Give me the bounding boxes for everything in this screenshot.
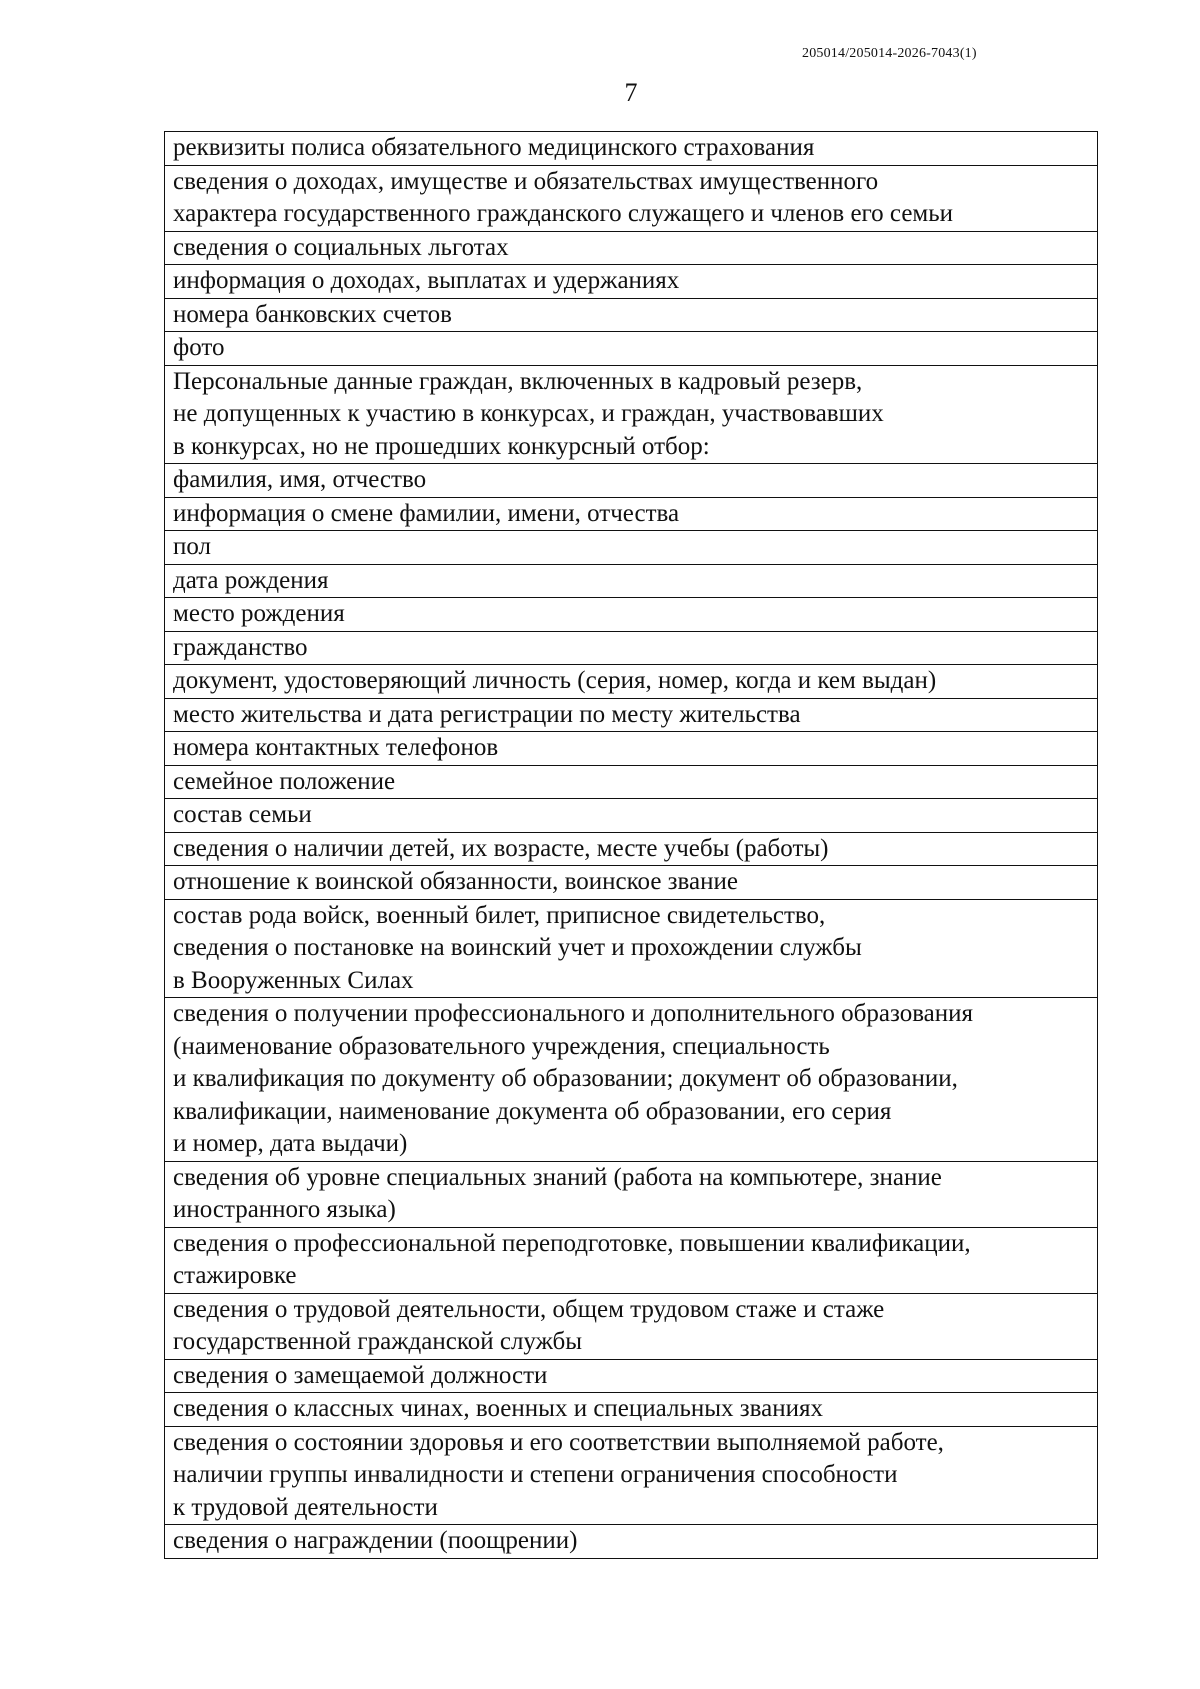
cell-line: сведения об уровне специальных знаний (работа на компьютере, знание xyxy=(173,1163,942,1191)
cell-line: характера государственного гражданского служащего и членов его семьи xyxy=(173,200,954,227)
cell-line: сведения о получении профессионального и дополнительного образования xyxy=(173,1000,974,1027)
cell-line: не допущенных к участию в конкурсах, и граждан, участвовавших xyxy=(173,400,884,427)
table-cell xyxy=(165,799,1098,833)
table-row xyxy=(165,132,1098,166)
table-cell xyxy=(165,531,1098,565)
table-cell xyxy=(165,1227,1098,1293)
table-cell xyxy=(165,564,1098,598)
cell-line: состав рода войск, военный билет, приписное свидетельство, xyxy=(173,901,826,929)
page-number: 7 xyxy=(624,78,638,107)
table-cell xyxy=(165,1293,1098,1359)
cell-line: к трудовой деятельности xyxy=(173,1493,438,1521)
table-cell xyxy=(165,732,1098,766)
table-cell xyxy=(165,866,1098,900)
table-cell xyxy=(165,1426,1098,1525)
cell-line: и квалификация по документу об образовании; документ об образовании, xyxy=(173,1065,958,1092)
table-row xyxy=(165,464,1098,498)
cell-line: (наименование образовательного учреждения, специальность xyxy=(173,1032,830,1060)
table-cell xyxy=(165,698,1098,732)
cell-line: место рождения xyxy=(173,600,345,627)
cell-line: Персональные данные граждан, включенных в кадровый резерв, xyxy=(173,367,863,395)
cell-line: фото xyxy=(173,334,225,361)
cell-line: в конкурсах, но не прошедших конкурсный отбор: xyxy=(173,432,710,460)
table-row xyxy=(165,165,1098,231)
cell-line: сведения о трудовой деятельности, общем трудовом стаже и стаже xyxy=(173,1295,885,1323)
cell-line: информация о доходах, выплатах и удержаниях xyxy=(173,267,680,294)
table-cell xyxy=(165,132,1098,166)
table-row xyxy=(165,732,1098,766)
cell-line: квалификации, наименование документа об образовании, его серия xyxy=(173,1097,892,1125)
cell-line: информация о смене фамилии, имени, отчества xyxy=(173,499,680,527)
table-row xyxy=(165,1393,1098,1427)
table-row xyxy=(165,665,1098,699)
table-cell xyxy=(165,1393,1098,1427)
table-cell xyxy=(165,765,1098,799)
table-row xyxy=(165,799,1098,833)
cell-line: отношение к воинской обязанности, воинское звание xyxy=(173,868,738,895)
table-row xyxy=(165,998,1098,1162)
cell-line: номера банковских счетов xyxy=(173,300,452,328)
cell-line: в Вооруженных Силах xyxy=(173,966,414,994)
table-row xyxy=(165,832,1098,866)
cell-line: сведения о классных чинах, военных и специальных званиях xyxy=(173,1395,823,1422)
table-cell xyxy=(165,332,1098,366)
cell-line: сведения о замещаемой должности xyxy=(173,1361,548,1389)
cell-line: пол xyxy=(173,533,212,560)
table-row xyxy=(165,765,1098,799)
cell-line: реквизиты полиса обязательного медицинского страхования xyxy=(173,134,815,161)
table-cell xyxy=(165,365,1098,464)
cell-line: сведения о постановке на воинский учет и прохождении службы xyxy=(173,934,862,961)
table-cell xyxy=(165,665,1098,699)
cell-line: сведения о доходах, имуществе и обязательствах имущественного xyxy=(173,167,879,195)
table-cell xyxy=(165,598,1098,632)
cell-line: государственной гражданской службы xyxy=(173,1328,583,1355)
table-row xyxy=(165,231,1098,265)
cell-line: место жительства и дата регистрации по месту жительства xyxy=(173,700,801,728)
table-cell xyxy=(165,1359,1098,1393)
table-row xyxy=(165,332,1098,366)
cell-line: номера контактных телефонов xyxy=(173,734,499,761)
document-id: 205014/205014-2026-7043(1) xyxy=(802,46,977,61)
cell-line: гражданство xyxy=(173,633,308,661)
table-row xyxy=(165,899,1098,998)
table-cell xyxy=(165,899,1098,998)
table-row xyxy=(165,298,1098,332)
table-cell xyxy=(165,231,1098,265)
table-cell xyxy=(165,298,1098,332)
cell-line: сведения о социальных льготах xyxy=(173,233,509,261)
table-row xyxy=(165,1227,1098,1293)
personal-data-table xyxy=(164,131,1098,1559)
table-row xyxy=(165,365,1098,464)
cell-line: иностранного языка) xyxy=(173,1196,396,1223)
table-cell xyxy=(165,464,1098,498)
table-row xyxy=(165,497,1098,531)
cell-line: сведения о состоянии здоровья и его соответствии выполняемой работе, xyxy=(173,1428,944,1456)
table-row xyxy=(165,1525,1098,1559)
cell-line: сведения о награждении (поощрении) xyxy=(173,1527,578,1554)
table-row xyxy=(165,265,1098,299)
cell-line: наличии группы инвалидности и степени ограничения способности xyxy=(173,1461,898,1488)
table-row xyxy=(165,1359,1098,1393)
table-cell xyxy=(165,832,1098,866)
table-row xyxy=(165,564,1098,598)
cell-line: и номер, дата выдачи) xyxy=(173,1130,408,1157)
table-row xyxy=(165,598,1098,632)
table-cell xyxy=(165,265,1098,299)
table-row xyxy=(165,1426,1098,1525)
table-row xyxy=(165,1293,1098,1359)
table-row xyxy=(165,1161,1098,1227)
cell-line: фамилия, имя, отчество xyxy=(173,466,427,493)
table-row xyxy=(165,866,1098,900)
table-row xyxy=(165,531,1098,565)
cell-line: состав семьи xyxy=(173,801,312,828)
table-row xyxy=(165,698,1098,732)
cell-line: дата рождения xyxy=(173,566,329,594)
table-cell xyxy=(165,998,1098,1162)
table-cell xyxy=(165,631,1098,665)
table-cell xyxy=(165,497,1098,531)
cell-line: документ, удостоверяющий личность (серия, номер, когда и кем выдан) xyxy=(173,667,937,694)
table-cell xyxy=(165,1161,1098,1227)
table-row xyxy=(165,631,1098,665)
table-cell xyxy=(165,165,1098,231)
cell-line: сведения о наличии детей, их возрасте, месте учебы (работы) xyxy=(173,834,829,862)
table-cell xyxy=(165,1525,1098,1559)
cell-line: сведения о профессиональной переподготовке, повышении квалификации, xyxy=(173,1229,971,1257)
cell-line: семейное положение xyxy=(173,767,396,795)
cell-line: стажировке xyxy=(173,1262,297,1289)
